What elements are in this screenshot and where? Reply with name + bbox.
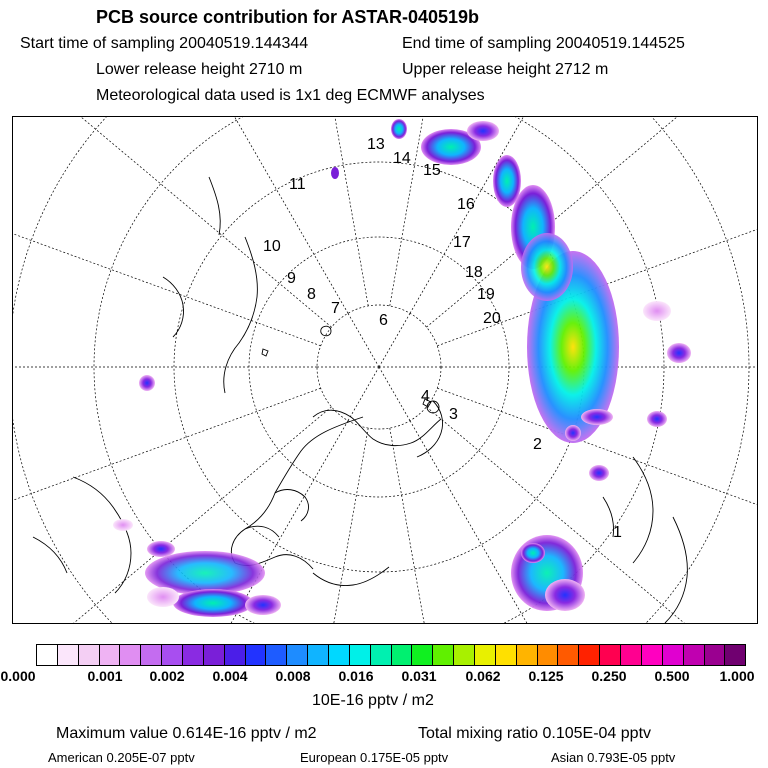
- colorbar-cell: [684, 645, 705, 665]
- colorbar-cell: [475, 645, 496, 665]
- colorbar-cell: [308, 645, 329, 665]
- colorbar-tick-label: 0.002: [149, 668, 185, 684]
- trajectory-day-label: 4: [421, 388, 430, 405]
- colorbar-tick-label: 0.001: [87, 668, 123, 684]
- trajectory-day-label: 3: [449, 406, 458, 423]
- european-contribution-plume: [511, 535, 585, 611]
- meridian-line: [426, 407, 758, 624]
- meridian-line: [390, 428, 501, 624]
- colorbar-cell: [141, 645, 162, 665]
- colorbar-cell: [266, 645, 287, 665]
- colorbar-cell: [642, 645, 663, 665]
- colorbar-tick-label: 1.000: [719, 668, 755, 684]
- meridian-line: [348, 367, 379, 421]
- colorbar-cell: [100, 645, 121, 665]
- upper-release-label: Upper release height 2712 m: [402, 61, 609, 78]
- colorbar-tick-label: 0.062: [465, 668, 501, 684]
- trajectory-day-label: 1: [613, 524, 622, 541]
- colorbar-cell: [725, 645, 745, 665]
- colorbar-cell: [496, 645, 517, 665]
- meridian-line: [257, 428, 368, 624]
- meridian-line: [29, 117, 348, 313]
- meridian-line: [13, 128, 321, 346]
- meridian-line: [257, 117, 368, 306]
- colorbar-cell: [371, 645, 392, 665]
- trajectory-day-label: 7: [331, 300, 340, 317]
- total-mixing-ratio-label: Total mixing ratio 0.105E-04 pptv: [418, 725, 652, 742]
- trajectory-day-label: 17: [453, 234, 471, 251]
- colorbar-cell: [58, 645, 79, 665]
- colorbar-cell: [621, 645, 642, 665]
- start-sampling-label: Start time of sampling 20040519.144344: [20, 35, 309, 52]
- colorbar-cell: [517, 645, 538, 665]
- trajectory-day-label: 10: [263, 238, 281, 255]
- trajectory-day-label: 20: [483, 310, 501, 327]
- colorbar-cell: [204, 645, 225, 665]
- trajectory-day-label: 2: [533, 436, 542, 453]
- colorbar-unit-label: 10E-16 pptv / m2: [312, 692, 434, 709]
- colorbar-cell: [183, 645, 204, 665]
- colorbar-cell: [246, 645, 267, 665]
- trajectory-day-label: 15: [423, 162, 441, 179]
- trajectory-day-label: 19: [477, 286, 495, 303]
- colorbar: [36, 644, 746, 666]
- trajectory-day-label: 14: [393, 150, 411, 167]
- colorbar-tick-label: 0.008: [275, 668, 311, 684]
- colorbar-cell: [454, 645, 475, 665]
- colorbar-cell: [705, 645, 726, 665]
- colorbar-cell: [558, 645, 579, 665]
- colorbar-cell: [287, 645, 308, 665]
- latitude-circle: [13, 117, 758, 624]
- colorbar-cell: [392, 645, 413, 665]
- colorbar-cell: [412, 645, 433, 665]
- colorbar-cell: [350, 645, 371, 665]
- meridian-line: [379, 367, 410, 421]
- colorbar-cell: [79, 645, 100, 665]
- end-sampling-label: End time of sampling 20040519.144525: [402, 35, 685, 52]
- trajectory-day-label: 11: [289, 176, 306, 193]
- colorbar-tick-label: 0.250: [591, 668, 627, 684]
- trajectory-day-label: 6: [379, 312, 388, 329]
- american-contribution-plume: [113, 167, 339, 617]
- colorbar-cell: [538, 645, 559, 665]
- trajectory-day-label: 9: [287, 270, 296, 287]
- asian-contribution-label: Asian 0.793E-05 pptv: [551, 750, 676, 765]
- colorbar-cell: [600, 645, 621, 665]
- trajectory-day-label: 18: [465, 264, 483, 281]
- meridian-line: [348, 313, 379, 367]
- colorbar-cell: [579, 645, 600, 665]
- graticule: [13, 117, 758, 624]
- latitude-circle: [13, 117, 758, 624]
- colorbar-tick-label: 0.031: [401, 668, 437, 684]
- colorbar-tick-label: 0.000: [0, 668, 36, 684]
- colorbar-cell: [120, 645, 141, 665]
- colorbar-tick-label: 0.500: [654, 668, 690, 684]
- european-contribution-label: European 0.175E-05 pptv: [300, 750, 449, 765]
- trajectory-day-label: 16: [457, 196, 475, 213]
- maximum-value-label: Maximum value 0.614E-16 pptv / m2: [56, 725, 317, 742]
- met-data-label: Meteorological data used is 1x1 deg ECMWF analyses: [96, 87, 485, 104]
- plot-title: PCB source contribution for ASTAR-040519b: [96, 7, 480, 27]
- map-canvas: [13, 117, 758, 624]
- colorbar-tick-label: 0.004: [212, 668, 248, 684]
- colorbar-tick-label: 0.125: [528, 668, 564, 684]
- meridian-line: [13, 117, 332, 327]
- colorbar-tick-label: 0.016: [338, 668, 374, 684]
- colorbar-cell: [433, 645, 454, 665]
- trajectory-day-label: 8: [307, 286, 316, 303]
- american-contribution-label: American 0.205E-07 pptv: [48, 750, 195, 765]
- lower-release-label: Lower release height 2710 m: [96, 61, 303, 78]
- colorbar-cell: [162, 645, 183, 665]
- colorbar-cell: [663, 645, 684, 665]
- trajectory-day-label: 13: [367, 136, 385, 153]
- colorbar-cell: [37, 645, 58, 665]
- colorbar-cell: [225, 645, 246, 665]
- colorbar-cell: [329, 645, 350, 665]
- polar-map: [12, 116, 758, 624]
